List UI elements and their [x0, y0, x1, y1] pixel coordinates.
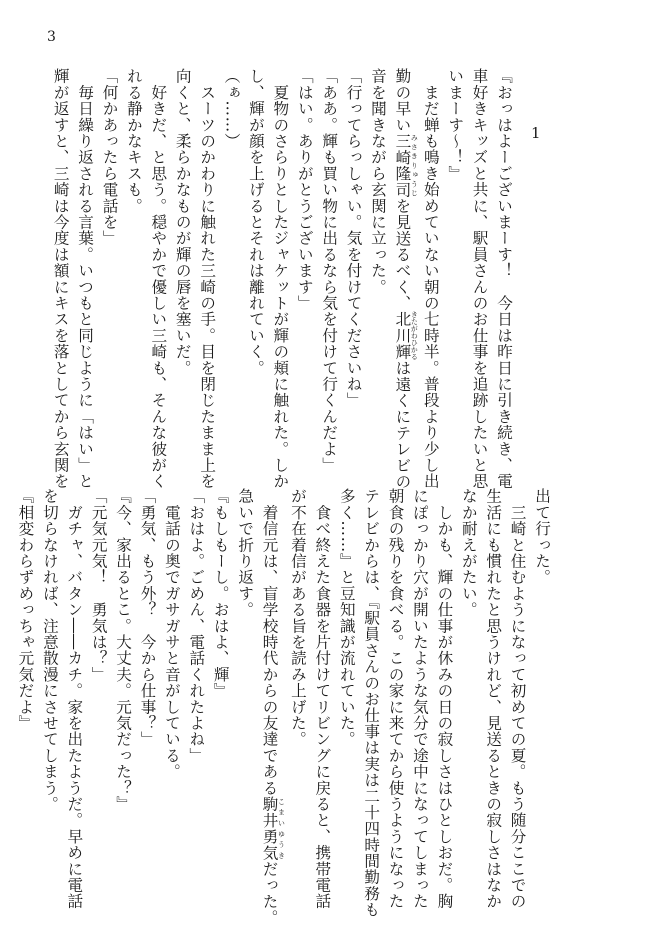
ruby-reading: みさきりゅうじ	[410, 132, 419, 198]
text-line: 生活にも慣れたと思うけれど、見送るときの寂しさはなか	[484, 488, 503, 910]
text-line: 音を聞きながら玄関に立った。	[368, 68, 387, 295]
novel-text-bottom-block	[16, 488, 554, 925]
text-segment: 着信元は、盲学校時代からの友達である	[260, 488, 279, 796]
text-line: れる静かなキスも。	[124, 68, 143, 214]
ruby-reading: こまいゆうき	[277, 795, 286, 861]
text-line: 輝が返すと、三崎は今度は額にキスを落としてから玄関を	[51, 68, 70, 490]
text-segment: は遠くにテレビの	[393, 359, 412, 490]
text-line: 電話の奥でガサガサと音がしている。	[162, 488, 181, 780]
text-line: にぽっかり穴が開いたような気分で途中になってしまった	[410, 488, 429, 910]
text-line: 向くと、柔らかなものが輝の唇を塞いだ。	[173, 68, 192, 376]
text-line: 出て行った。	[533, 488, 551, 586]
text-segment: を見送るべく、	[393, 197, 412, 312]
ruby-name: 北川輝 きたがわひかる	[393, 310, 419, 360]
text-line: が不在着信がある旨を読み上げた。	[288, 488, 307, 748]
text-line	[257, 488, 286, 925]
text-line: 「元気元気！ 勇気は？」	[89, 488, 108, 683]
text-line: まだ蝉も鳴き始めていない朝の七時半。普段より少し出	[421, 68, 440, 490]
text-line: 『おっはよーございまーす！ 今日は昨日に引き続き、電	[495, 68, 513, 490]
text-line: しかも、輝の仕事が休みの日の寂しさはひとしおだ。胸	[435, 488, 454, 910]
text-line: を切らなければ、注意散漫にさせてしまう。	[40, 488, 59, 812]
text-line: 「ああ。輝も買い物に出るなら気を付けて行くんだよ」	[320, 68, 339, 473]
text-line: 「勇気、もう外？ 今から仕事？」	[138, 488, 157, 748]
novel-text-top-block	[51, 68, 516, 490]
chapter-number: 1	[531, 124, 541, 142]
text-line: 「おはよ。ごめん、電話くれたよね」	[187, 488, 206, 764]
text-line: スーツのかわりに触れた三崎の手。目を閉じたまま上を	[198, 68, 217, 490]
text-line: 『もしもーし。おはよ、輝』	[211, 488, 230, 699]
text-line: 急いで折り返す。	[236, 488, 255, 618]
text-line: なか耐えがたい。	[459, 488, 478, 618]
text-line: 毎日繰り返される言葉。いつもと同じように「はい」と	[76, 68, 95, 490]
text-segment: だった。	[260, 860, 279, 925]
text-line: （ぁ……）	[222, 68, 241, 149]
text-line: 『相変わらずめっちゃ元気だよ』	[16, 488, 35, 731]
text-line: し、輝が顔を上げるとそれは離れていく。	[246, 68, 265, 376]
text-line: 車好きキッズと共に、駅員さんのお仕事を追跡したいと思	[470, 68, 489, 490]
text-line: 多く……』と豆知識が流れていた。	[337, 488, 356, 748]
text-line: 食べ終えた食器を片付けてリビングに戻ると、携帯電話	[313, 488, 332, 910]
ruby-reading: きたがわひかる	[410, 310, 419, 360]
text-line: ガチャ、バタン――カチ。家を出たようだ。早めに電話	[65, 488, 84, 910]
ruby-name: 三崎隆司 みさきりゅうじ	[393, 132, 419, 198]
page-number: 3	[47, 29, 56, 45]
text-line: 夏物のさらりとしたジャケットが輝の頬に触れた。しか	[271, 68, 290, 490]
text-segment: 勤の早い	[393, 68, 412, 133]
text-line: 三崎と住むようになって初めての夏。もう随分ここでの	[508, 488, 527, 910]
text-line: 「行ってらっしゃい。気を付けてくださいね」	[344, 68, 363, 409]
text-line: テレビからは、『駅員さんのお仕事は実は二十四時間勤務も	[362, 488, 381, 918]
text-line: いまーす～！』	[446, 68, 465, 182]
text-line: 朝食の残りを食べる。この家に来てから使うようになった	[386, 488, 405, 910]
text-line: 好きだ、と思う。穏やかで優しい三崎も、そんな彼がく	[149, 68, 168, 490]
text-line: 『今、家出るとこ。大丈夫。元気だった？』	[114, 488, 133, 812]
text-line	[390, 68, 419, 490]
text-line: 「何かあったら電話を」	[100, 68, 119, 247]
text-line: 「はい。ありがとうございます」	[295, 68, 314, 311]
ruby-name: 駒井勇気 こまいゆうき	[260, 795, 286, 861]
